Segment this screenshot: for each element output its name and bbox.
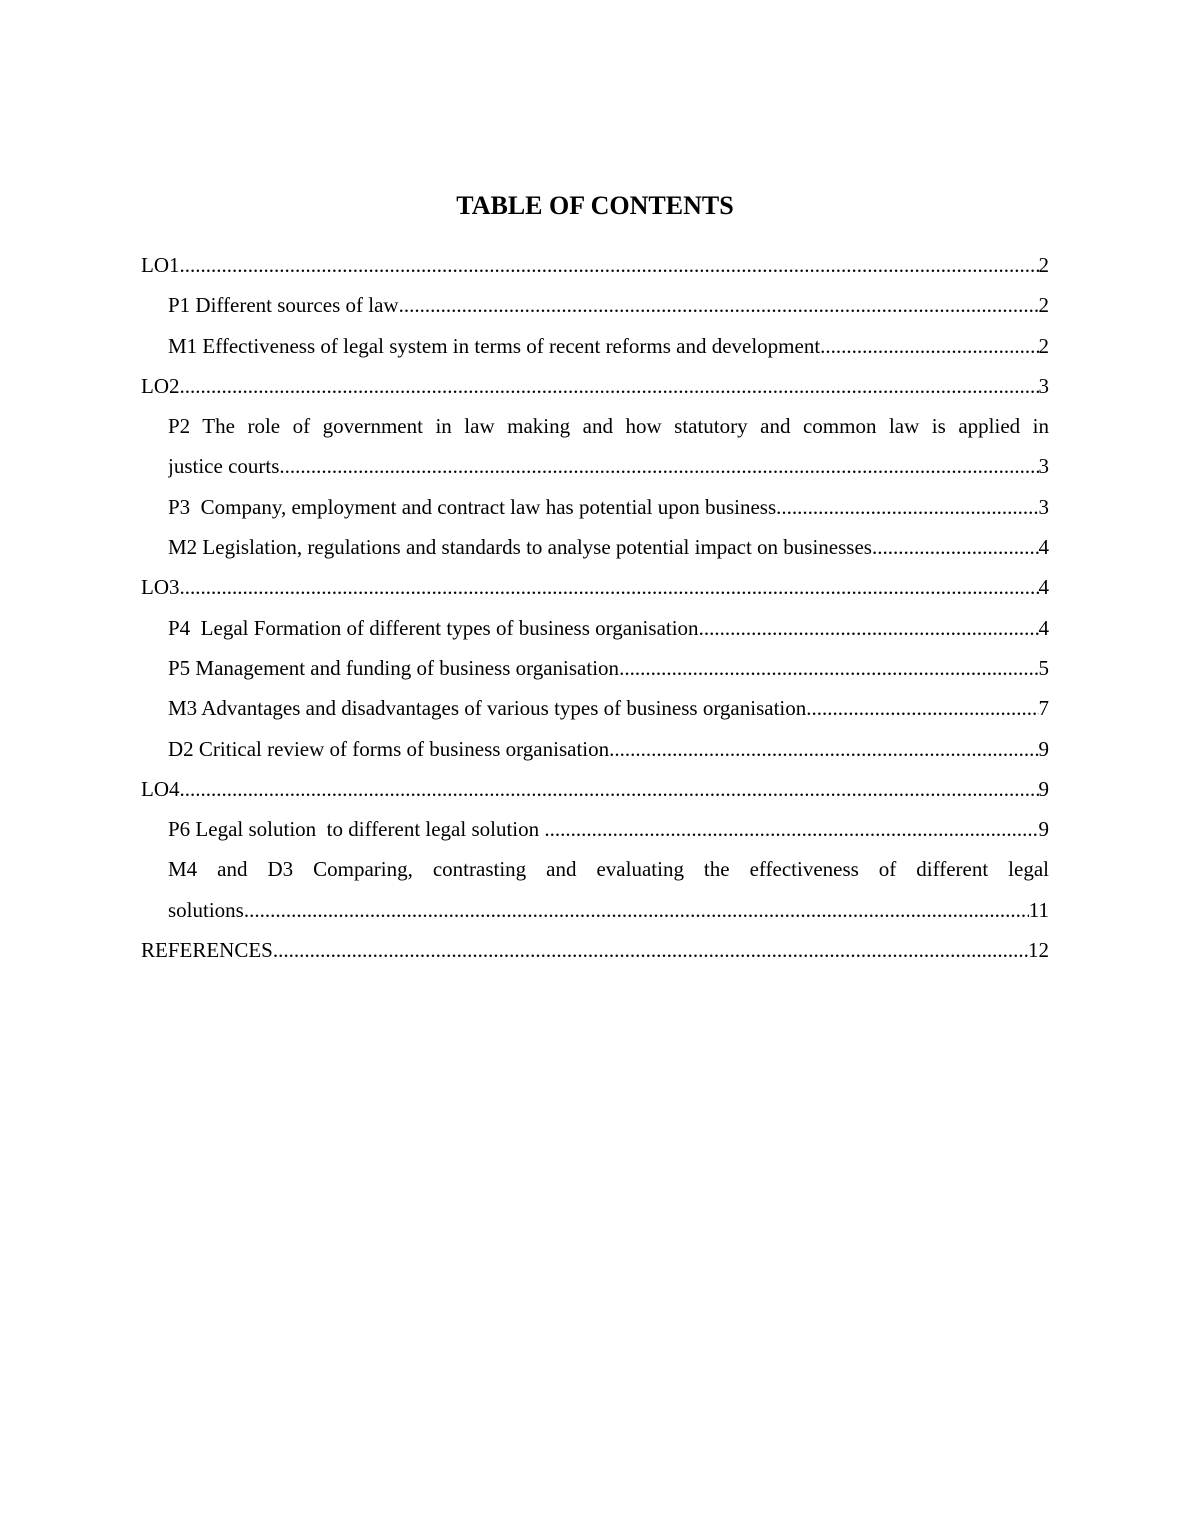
toc-page-number: 4 — [1038, 535, 1049, 560]
toc-entry-label: LO2 — [141, 373, 180, 398]
dot-leader — [244, 890, 1029, 930]
toc-entry-label: M1 Effectiveness of legal system in terms of recent reforms and development — [168, 333, 821, 358]
dot-leader — [699, 608, 1039, 648]
toc-entry-lo4[interactable] — [141, 769, 1049, 809]
dot-leader — [776, 487, 1038, 527]
toc-entry-label: P1 Different sources of law — [168, 293, 399, 318]
toc-page-number: 2 — [1038, 293, 1049, 318]
dot-leader — [609, 729, 1038, 769]
toc-entry-lo2[interactable] — [141, 366, 1049, 406]
toc-entry-lo1[interactable] — [141, 245, 1049, 285]
toc-entry-m3[interactable] — [141, 688, 1049, 728]
dot-leader — [180, 769, 1039, 809]
toc-entry-label: P6 Legal solution to different legal solution — [168, 817, 545, 842]
toc-entry-label: REFERENCES — [141, 938, 273, 963]
toc-entry-p2[interactable] — [141, 406, 1049, 487]
toc-entry-label: P3 Company, employment and contract law has potential upon business — [168, 494, 777, 519]
toc-page-number: 11 — [1028, 897, 1049, 922]
toc-entry-references[interactable] — [141, 930, 1049, 970]
toc-entry-p3[interactable] — [141, 487, 1049, 527]
toc-entry-p5[interactable] — [141, 648, 1049, 688]
toc-page-number: 2 — [1038, 333, 1049, 358]
toc-page-number: 2 — [1038, 253, 1049, 277]
dot-leader — [820, 326, 1038, 366]
toc-entry-d2[interactable] — [141, 729, 1049, 769]
toc-page-number: 3 — [1038, 373, 1049, 398]
toc-entry-p1[interactable] — [141, 285, 1049, 325]
dot-leader — [806, 688, 1038, 728]
toc-page-number: 12 — [1028, 938, 1049, 963]
toc-entry-label: D2 Critical review of forms of business organisation — [168, 736, 610, 761]
toc-entry-p4[interactable] — [141, 608, 1049, 648]
toc-entry-label: LO4 — [141, 776, 180, 801]
toc-page-number: 9 — [1038, 776, 1049, 801]
toc-entry-label-line2: justice courts — [168, 454, 280, 479]
dot-leader — [180, 245, 1039, 285]
toc-entry-label-line2: solutions — [168, 897, 244, 922]
toc-entry-label: LO3 — [141, 575, 180, 600]
toc-page-number: 4 — [1038, 615, 1049, 640]
dot-leader — [619, 648, 1038, 688]
toc-entry-label-line1: M4 and D3 Comparing, contrasting and evaluating the effectiveness of different legal — [168, 857, 1049, 882]
toc-entry-m4-d3[interactable] — [141, 849, 1049, 930]
toc-title: TABLE OF CONTENTS — [456, 191, 734, 220]
toc-page-number: 3 — [1038, 454, 1049, 479]
dot-leader — [399, 285, 1039, 325]
toc-entry-label: M2 Legislation, regulations and standards to analyse potential impact on businesses — [168, 535, 872, 560]
table-of-contents — [141, 245, 1049, 970]
toc-entry-label: LO1 — [141, 253, 180, 277]
dot-leader — [180, 366, 1039, 406]
toc-page-number: 9 — [1038, 817, 1049, 842]
toc-entry-label: P4 Legal Formation of different types of business organisation — [168, 615, 699, 640]
dot-leader — [273, 930, 1028, 970]
toc-page-number: 7 — [1038, 696, 1049, 721]
toc-entry-lo3[interactable] — [141, 567, 1049, 607]
toc-entry-label-line1: P2 The role of government in law making and how statutory and common law is applied in — [168, 414, 1049, 439]
dot-leader — [872, 527, 1039, 567]
toc-entry-m1[interactable] — [141, 326, 1049, 366]
dot-leader — [279, 446, 1038, 486]
toc-page-number: 9 — [1038, 736, 1049, 761]
toc-entry-label: P5 Management and funding of business organisation — [168, 655, 620, 680]
toc-entry-p6[interactable] — [141, 809, 1049, 849]
toc-entry-label: M3 Advantages and disadvantages of various types of business organisation — [168, 696, 807, 721]
dot-leader — [180, 567, 1039, 607]
dot-leader — [544, 809, 1038, 849]
toc-page-number: 5 — [1038, 655, 1049, 680]
toc-entry-m2[interactable] — [141, 527, 1049, 567]
toc-page-number: 3 — [1038, 494, 1049, 519]
toc-page-number: 4 — [1038, 575, 1049, 600]
